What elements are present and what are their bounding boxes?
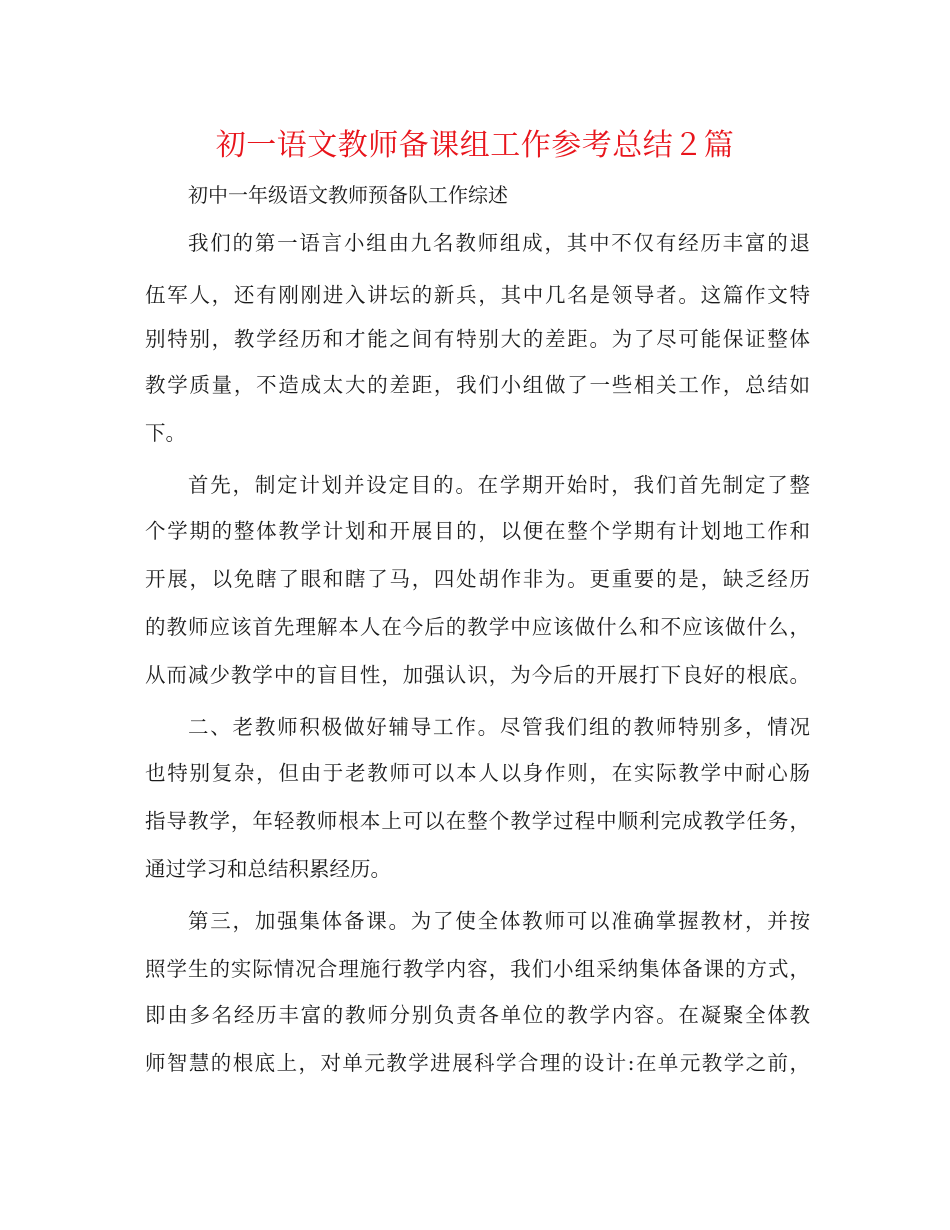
paragraph-line: 照学生的实际情况合理施行教学内容，我们小组采纳集体备课的方式， (145, 957, 810, 981)
document-title: 初一语文教师备课组工作参考总结２篇 (215, 128, 735, 163)
paragraph-line: 通过学习和总结积累经历。 (145, 857, 391, 881)
paragraph-line: 也特别复杂，但由于老教师可以本人以身作则，在实际教学中耐心肠 (145, 761, 810, 785)
paragraph-line: 伍军人，还有刚刚进入讲坛的新兵，其中几名是领导者。这篇作文特 (145, 283, 810, 307)
paragraph-line: 指导教学，年轻教师根本上可以在整个教学过程中顺利完成教学任务， (145, 809, 810, 833)
paragraph-line: 开展，以免瞎了眼和瞎了马，四处胡作非为。更重要的是，缺乏经历 (145, 567, 810, 591)
paragraph-line: 教学质量，不造成太大的差距，我们小组做了一些相关工作，总结如 (145, 373, 810, 397)
paragraph-line: 下。 (145, 421, 186, 445)
paragraph-line: 我们的第一语言小组由九名教师组成，其中不仅有经历丰富的退 (188, 231, 810, 255)
paragraph-line: 师智慧的根底上，对单元教学进展科学合理的设计:在单元教学之前， (145, 1051, 810, 1075)
paragraph-line: 第三，加强集体备课。为了使全体教师可以准确掌握教材，并按 (188, 909, 810, 933)
paragraph-line: 从而减少教学中的盲目性，加强认识，为今后的开展打下良好的根底。 (145, 663, 810, 687)
paragraph-line: 的教师应该首先理解本人在今后的教学中应该做什么和不应该做什么， (145, 615, 810, 639)
paragraph-line: 首先，制定计划并设定目的。在学期开始时，我们首先制定了整 (188, 473, 810, 497)
paragraph-line: 即由多名经历丰富的教师分别负责各单位的教学内容。在凝聚全体教 (145, 1003, 810, 1027)
document-subtitle: 初中一年级语文教师预备队工作综述 (188, 183, 508, 207)
paragraph-line: 别特别，教学经历和才能之间有特别大的差距。为了尽可能保证整体 (145, 327, 810, 351)
paragraph-line: 二、老教师积极做好辅导工作。尽管我们组的教师特别多，情况 (188, 715, 810, 739)
paragraph-line: 个学期的整体教学计划和开展目的，以便在整个学期有计划地工作和 (145, 519, 810, 543)
